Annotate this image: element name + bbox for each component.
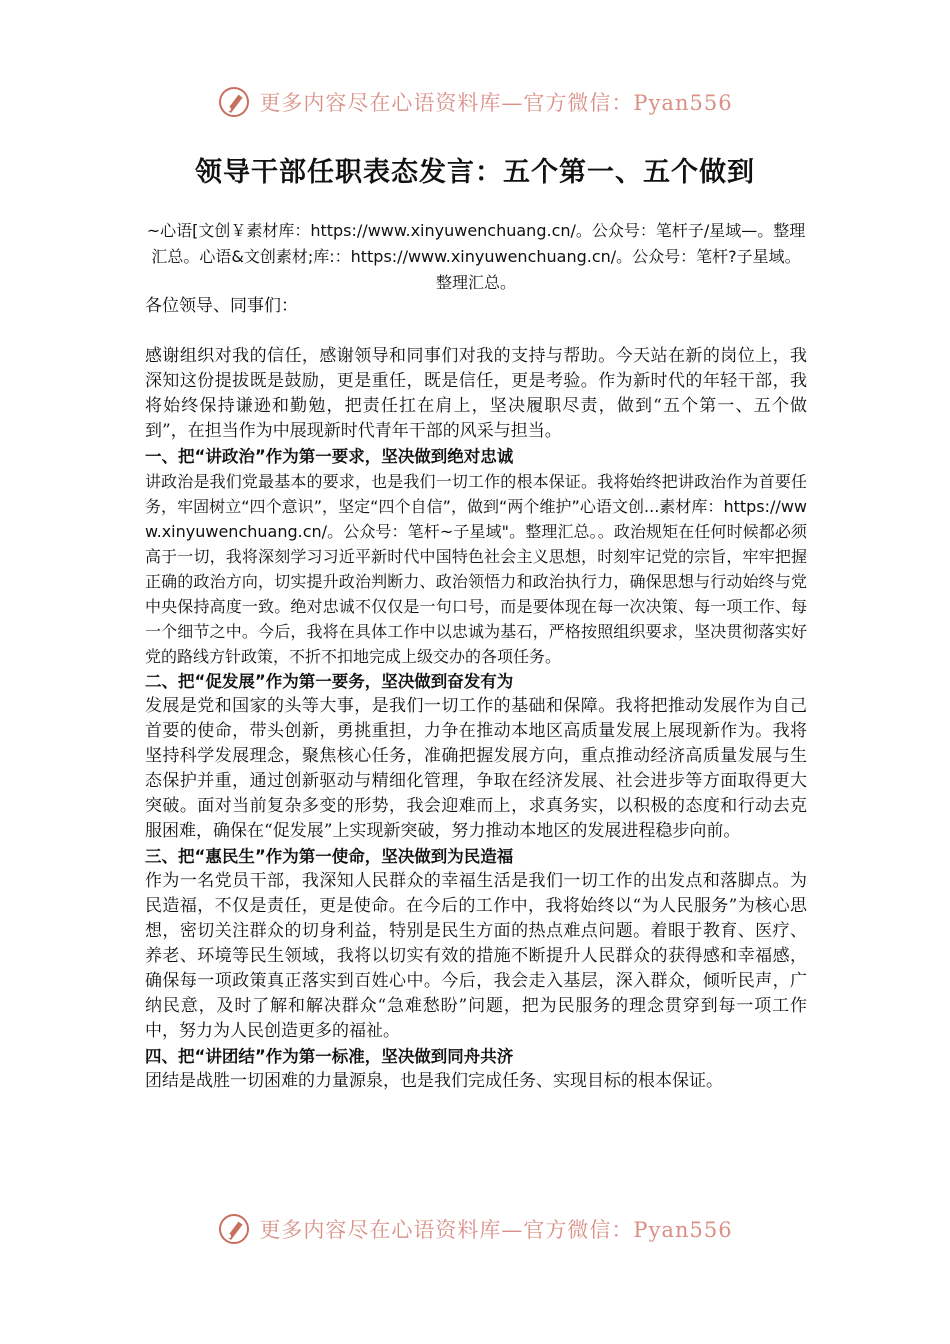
pen-nib-logo-icon — [217, 85, 251, 119]
footer-banner — [0, 1209, 950, 1249]
section-heading-4: 四、把“讲团结”作为第一标准，坚决做到同舟共济 — [145, 1047, 514, 1066]
section-body-4: 团结是战胜一切困难的力量源泉，也是我们完成任务、实现目标的根本保证。 — [145, 1071, 723, 1091]
document-title: 领导干部任职表态发言：五个第一、五个做到 — [195, 157, 755, 188]
banner-text: 更多内容尽在心语资料库—官方微信：Pyan556 — [259, 91, 733, 115]
banner-text: 更多内容尽在心语资料库—官方微信：Pyan556 — [259, 1218, 733, 1242]
section-body-1: 讲政治是我们党最基本的要求，也是我们一切工作的根本保证。我将始终把讲政治作为首要任务，牢固树立“四个意识”，坚定“四个自信”，做到“两个维护”心语文创...素材库：https://www.xinyuwenchuang.cn/。公众号：笔杆~子星域"。整理汇总。。政治规矩在任何时候都必须高于一切，我将深刻学习习近平新时代中国特色社会主义思想，时刻牢记党的宗旨，牢牢把握正确的政治方向，切实提升政治判断力、政治领悟力和政治执行力，确保思想与行动始终与党中央保持高度一致。绝对忠诚不仅仅是一句口号，而是要体现在每一次决策、每一项工作、每一个细节之中。今后，我将在具体工作中以忠诚为基石，严格按照组织要求，坚决贯彻落实好党的路线方针政策，不折不扣地完成上级交办的各项任务。 — [145, 472, 807, 666]
source-line: ~心语[文创￥素材库：https://www.xinyuwenchuang.cn/。公众号：笔杆子/星域—。整理汇总。心语&文创素材;库:：https://www.xinyuwenchuang.cn/。公众号：笔杆?子星域。整理汇总。 — [146, 221, 806, 292]
section-body-2: 发展是党和国家的头等大事，是我们一切工作的基础和保障。我将把推动发展作为自己首要的使命，带头创新，勇挑重担，力争在推动本地区高质量发展上展现新作为。我将坚持科学发展理念，聚焦核心任务，准确把握发展方向，重点推动经济高质量发展与生态保护并重，通过创新驱动与精细化管理，争取在经济发展、社会进步等方面取得更大突破。面对当前复杂多变的形势，我会迎难而上，求真务实，以积极的态度和行动去克服困难，确保在“促发展”上实现新突破，努力推动本地区的发展进程稳步向前。 — [145, 696, 807, 841]
section-heading-1: 一、把“讲政治”作为第一要求，坚决做到绝对忠诚 — [145, 447, 514, 466]
document-body — [145, 294, 807, 1094]
salutation: 各位领导、同事们： — [145, 296, 298, 316]
pen-nib-logo-icon — [217, 1212, 251, 1246]
section-heading-2: 二、把“促发展”作为第一要务，坚决做到奋发有为 — [145, 672, 514, 691]
intro-paragraph: 感谢组织对我的信任，感谢领导和同事们对我的支持与帮助。今天站在新的岗位上，我深知这份提拔既是鼓励，更是重任，既是信任，更是考验。作为新时代的年轻干部，我将始终保持谦逊和勤勉，把责任扛在肩上，坚决履职尽责，做到“五个第一、五个做到”，在担当作为中展现新时代青年干部的风采与担当。 — [145, 346, 807, 441]
header-banner — [0, 82, 950, 122]
section-heading-3: 三、把“惠民生”作为第一使命，坚决做到为民造福 — [145, 847, 514, 866]
section-body-3: 作为一名党员干部，我深知人民群众的幸福生活是我们一切工作的出发点和落脚点。为民造福，不仅是责任，更是使命。在今后的工作中，我将始终以“为人民服务”为核心思想，密切关注群众的切身利益，特别是民生方面的热点难点问题。着眼于教育、医疗、养老、环境等民生领域，我将以切实有效的措施不断提升人民群众的获得感和幸福感，确保每一项政策真正落实到百姓心中。今后，我会走入基层，深入群众，倾听民声，广纳民意，及时了解和解决群众“急难愁盼”问题，把为民服务的理念贯穿到每一项工作中，努力为人民创造更多的福祉。 — [145, 871, 807, 1041]
